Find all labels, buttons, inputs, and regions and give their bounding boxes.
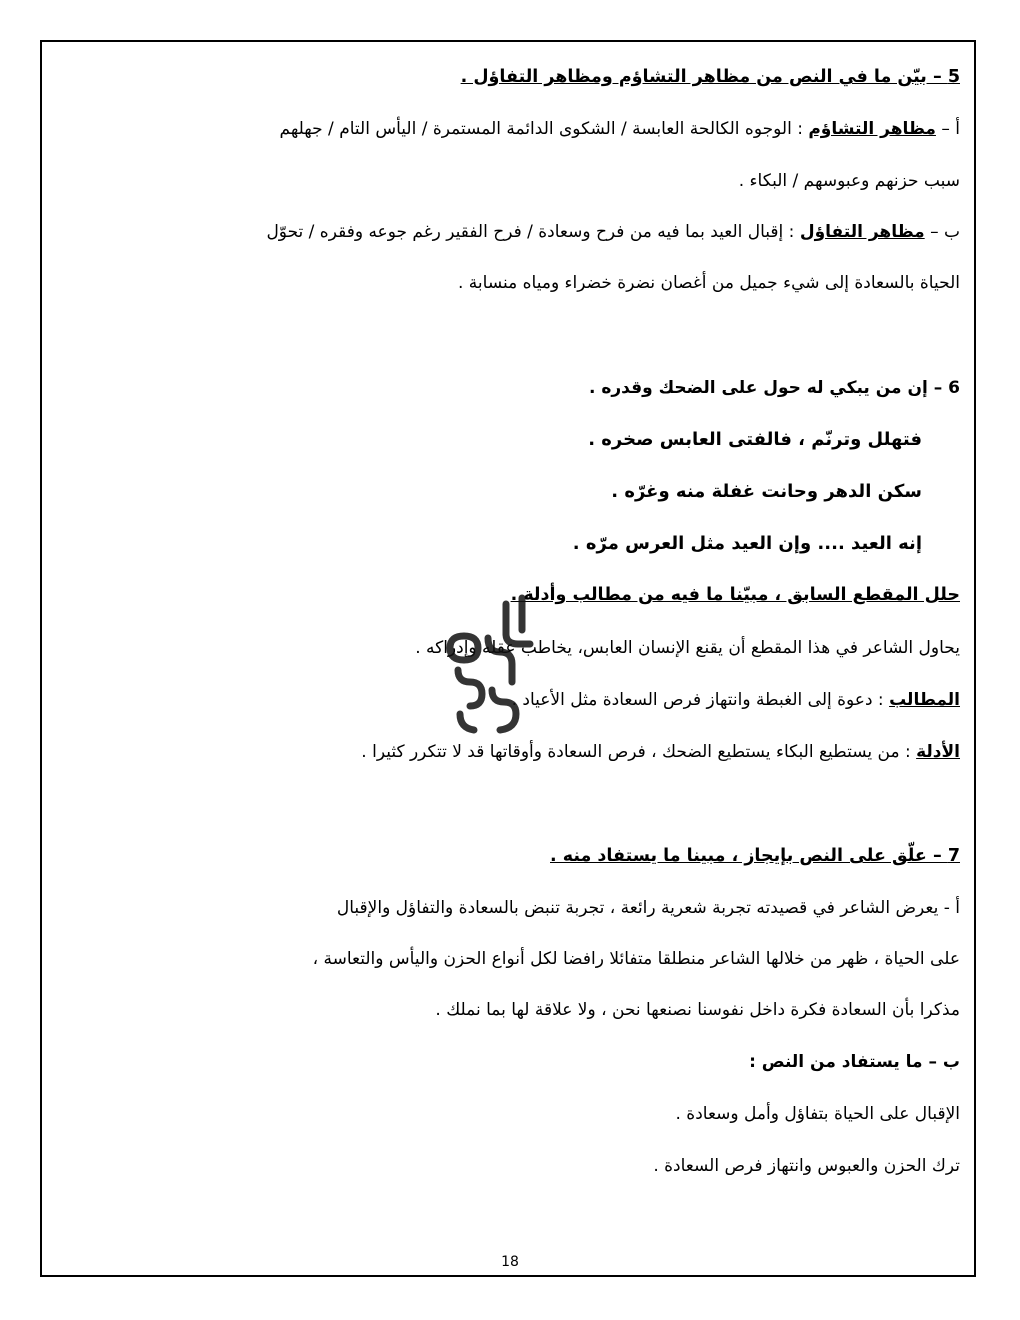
q6-evidence-text: : من يستطيع البكاء يستطيع الضحك ، فرص السعادة وأوقاتها قد لا تتكرر كثيرا . xyxy=(361,742,911,762)
q5-b-prefix: ب – xyxy=(930,222,960,242)
q5-a-prefix: أ – xyxy=(941,119,960,139)
q5-b-text1: : إقبال العيد بما فيه من فرح وسعادة / فرح الفقير رغم جوعه وفقره / تحوّل xyxy=(266,222,795,242)
q6-poem-line2: فتهلل وترنّم ، فالفتى العابس صخره . xyxy=(588,429,922,450)
q5-b-line2: الحياة بالسعادة إلى شيء جميل من أغصان نضرة خضراء ومياه منسابة . xyxy=(457,273,960,293)
q7-b-title: ب – ما يستفاد من النص : xyxy=(749,1052,960,1072)
q7-title: 7 – علّق على النص بإيجاز ، مبينا ما يستفاد منه . xyxy=(550,846,960,866)
q6-poem-line3: سكن الدهر وحانت غفلة منه وغرّه . xyxy=(611,481,922,502)
q7-a-line2: على الحياة ، ظهر من خلالها الشاعر منطلقا متفائلا رافضا لكل أنواع الحزن واليأس والتعاسة ، xyxy=(312,949,960,969)
q6-demands-label: المطالب xyxy=(889,690,960,710)
q6-line1: 6 – إن من يبكي له حول على الضحك وقدره . xyxy=(588,378,960,398)
q5-title: 5 – بيّن ما في النص من مظاهر التشاؤم ومظاهر التفاؤل . xyxy=(460,67,960,87)
q6-demands xyxy=(512,687,960,713)
page-number: 18 xyxy=(501,1254,519,1270)
q5-b-label: مظاهر التفاؤل xyxy=(799,222,925,242)
q7-b-item2: ترك الحزن والعبوس وانتهاز فرص السعادة . xyxy=(653,1156,960,1176)
q6-evidence-label: الأدلة xyxy=(916,742,960,762)
q6-evidence xyxy=(361,739,960,765)
q5-b-line1 xyxy=(266,219,960,245)
q6-task: حلل المقطع السابق ، مبيّنا ما فيه من مطالب وأدلة . xyxy=(510,585,960,605)
q7-a-line1: أ - يعرض الشاعر في قصيدته تجربة شعرية رائعة ، تجربة تنبض بالسعادة والتفاؤل والإقبال xyxy=(336,898,960,918)
q7-a-line3: مذكرا بأن السعادة فكرة داخل نفوسنا نصنعها نحن ، ولا علاقة لها بما نملك . xyxy=(435,1000,960,1020)
q6-poem-line4: إنه العيد .... وإن العيد مثل العرس مرّه . xyxy=(572,533,922,554)
q7-b-item1: الإقبال على الحياة بتفاؤل وأمل وسعادة . xyxy=(675,1104,960,1124)
q5-a-line1 xyxy=(280,116,960,142)
q6-analysis: يحاول الشاعر في هذا المقطع أن يقنع الإنسان العابس، يخاطب عقله وإدراكه . xyxy=(415,638,960,658)
q6-demands-text: : دعوة إلى الغبطة وانتهاز فرص السعادة مثل الأعياد . xyxy=(511,690,884,710)
q5-a-line2: سبب حزنهم وعبوسهم / البكاء . xyxy=(738,171,960,191)
q5-a-label: مظاهر التشاؤم xyxy=(808,119,936,139)
watermark-logo xyxy=(430,590,550,740)
q5-a-text1: : الوجوه الكالحة العابسة / الشكوى الدائمة المستمرة / اليأس التام / جهلهم xyxy=(279,119,803,139)
